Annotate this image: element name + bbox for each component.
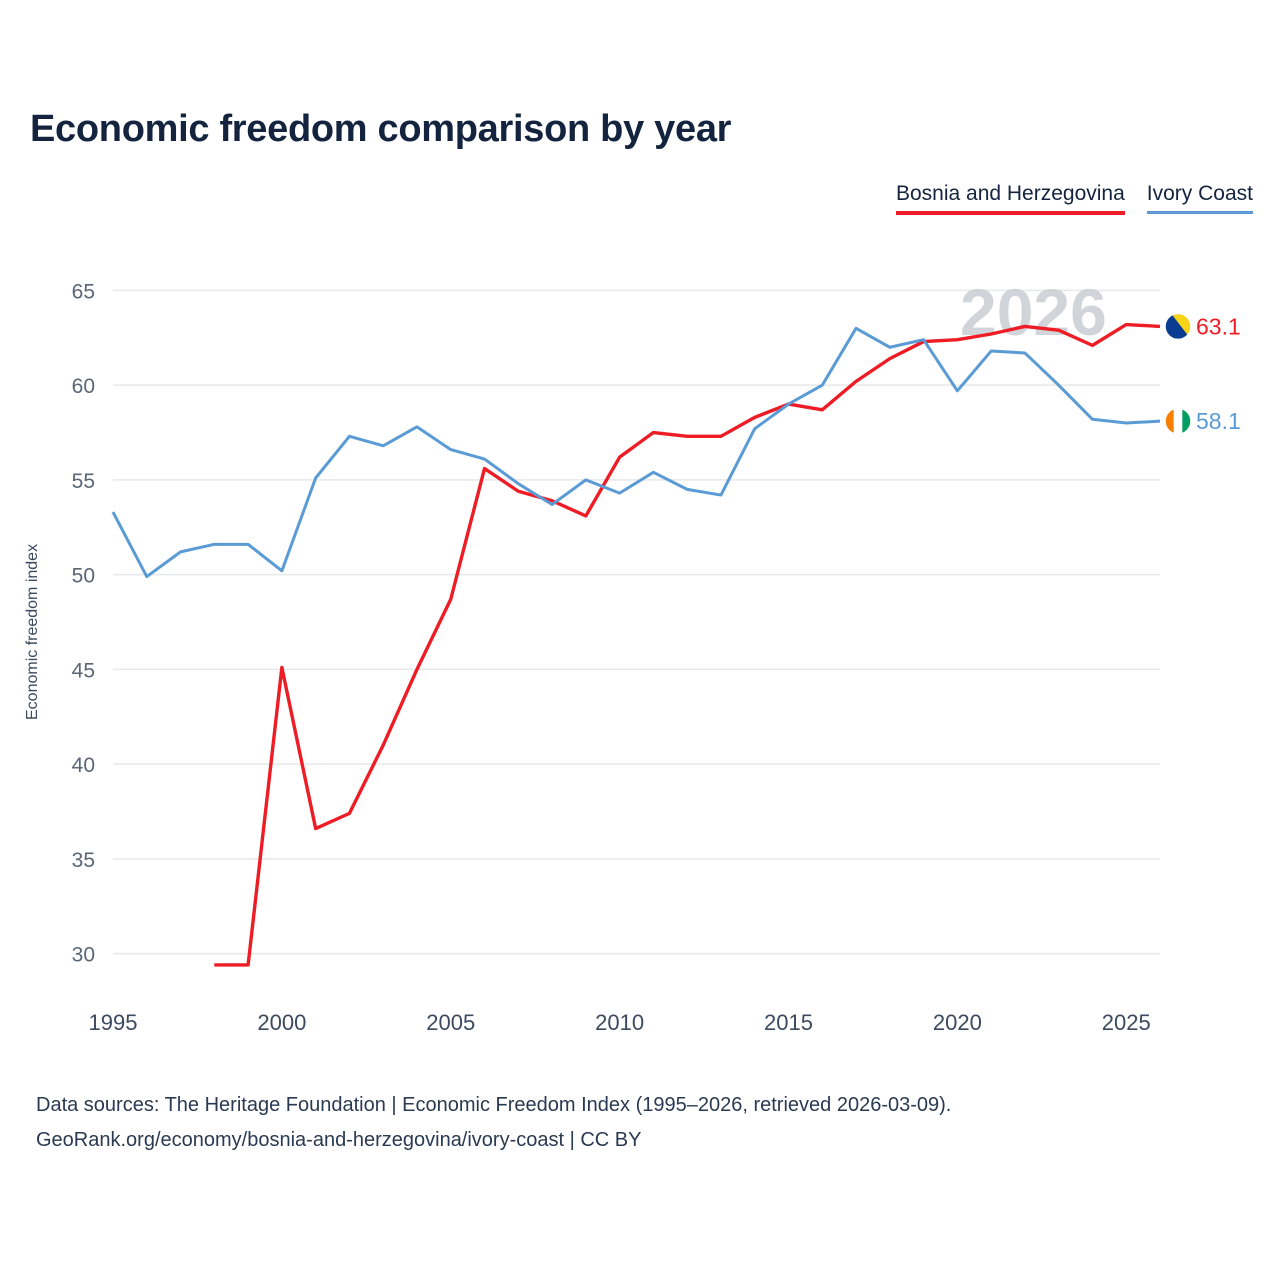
x-tick-2015: 2015 bbox=[764, 1010, 813, 1030]
y-tick-35: 35 bbox=[71, 848, 95, 872]
y-tick-65: 65 bbox=[71, 280, 95, 304]
legend-item-ivory-coast[interactable]: Ivory Coast bbox=[1147, 182, 1253, 214]
x-tick-2010: 2010 bbox=[595, 1010, 645, 1030]
y-tick-45: 45 bbox=[71, 659, 95, 683]
y-axis-ticks bbox=[72, 280, 95, 966]
x-tick-2000: 2000 bbox=[257, 1010, 307, 1030]
chart-plot-area bbox=[0, 240, 1280, 1030]
x-tick-2005: 2005 bbox=[426, 1010, 476, 1030]
y-tick-50: 50 bbox=[71, 564, 95, 588]
y-tick-60: 60 bbox=[71, 375, 95, 399]
series-endpoints bbox=[1165, 313, 1241, 434]
series-line-ivory-coast bbox=[113, 328, 1160, 576]
chart-legend bbox=[896, 182, 1253, 215]
series-line-bosnia-and-herzegovina bbox=[214, 325, 1160, 965]
year-watermark: 2026 bbox=[960, 275, 1107, 349]
y-tick-30: 30 bbox=[71, 943, 95, 967]
x-axis-ticks bbox=[89, 1010, 1151, 1030]
footer-credits bbox=[36, 1088, 951, 1158]
end-value-label-ivory-coast: 58.1 bbox=[1196, 408, 1241, 435]
footer-line-url[interactable]: GeoRank.org/economy/bosnia-and-herzegovina/ivory-coast | CC BY bbox=[36, 1129, 642, 1151]
gridlines bbox=[113, 290, 1160, 953]
legend-item-bosnia-and-herzegovina[interactable]: Bosnia and Herzegovina bbox=[896, 182, 1125, 215]
y-tick-55: 55 bbox=[71, 469, 95, 493]
end-value-label-bosnia-and-herzegovina: 63.1 bbox=[1196, 313, 1241, 340]
x-tick-2020: 2020 bbox=[932, 1010, 982, 1030]
x-tick-2025: 2025 bbox=[1101, 1010, 1151, 1030]
series-lines bbox=[113, 325, 1160, 965]
footer-line-sources: Data sources: The Heritage Foundation | Economic Freedom Index (1995–2026, retrieved 2026-03-09). bbox=[36, 1094, 952, 1116]
line-chart bbox=[0, 240, 1280, 1030]
y-axis-label: Economic freedom index bbox=[24, 543, 41, 720]
x-tick-1995: 1995 bbox=[88, 1010, 138, 1030]
y-tick-40: 40 bbox=[71, 754, 95, 778]
page-title: Economic freedom comparison by year bbox=[30, 108, 732, 150]
